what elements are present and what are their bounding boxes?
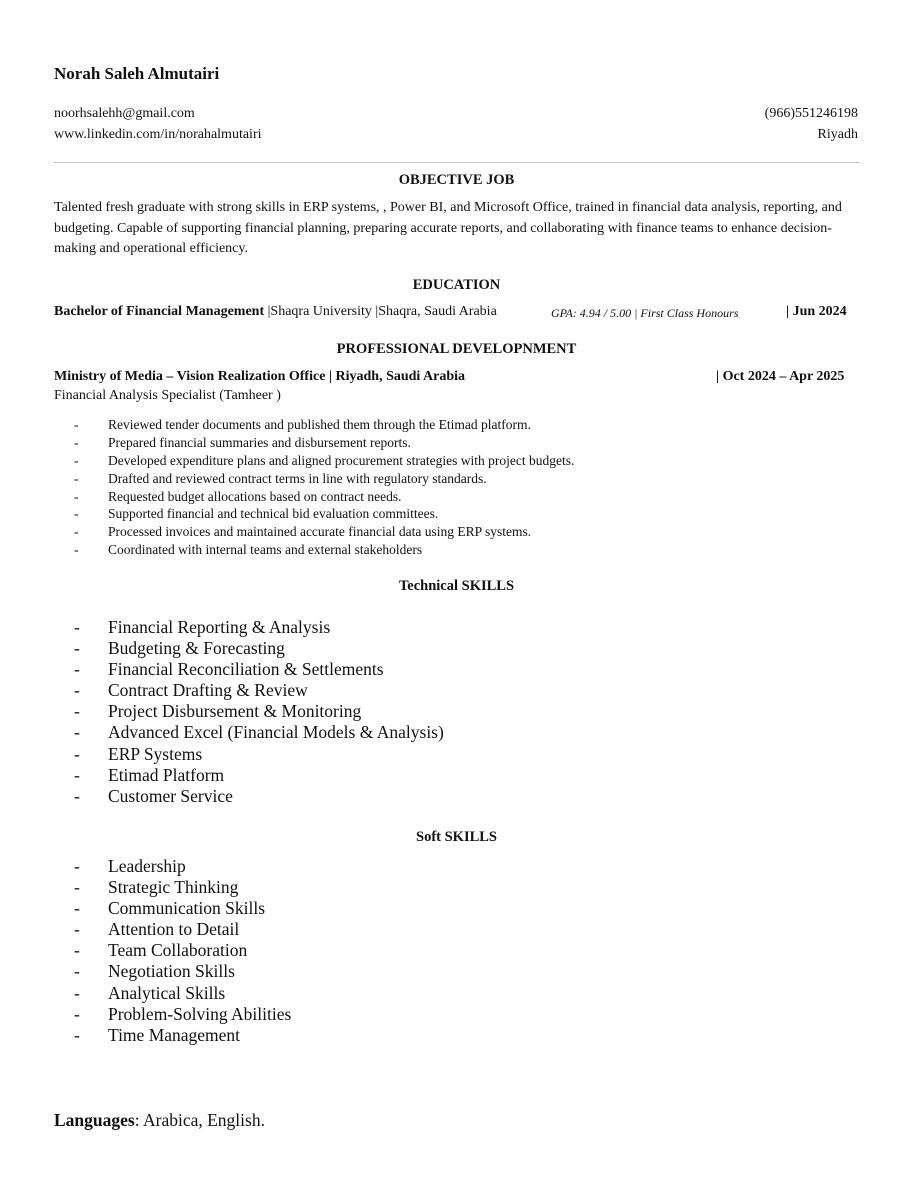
languages-label: Languages bbox=[54, 1110, 135, 1130]
candidate-name: Norah Saleh Almutairi bbox=[54, 64, 220, 83]
graduation-date: | Jun 2024 bbox=[786, 304, 847, 319]
city-text: Riyadh bbox=[817, 127, 858, 142]
education-heading: EDUCATION bbox=[412, 277, 501, 293]
languages-line bbox=[54, 1110, 265, 1131]
institution-text: |Shaqra University |Shaqra, Saudi Arabia bbox=[264, 304, 497, 319]
experience-role: Financial Analysis Specialist (Tamheer ) bbox=[54, 388, 281, 403]
phone-text: (966)551246198 bbox=[764, 106, 858, 121]
experience-org: Ministry of Media – Vision Realization Office | Riyadh, Saudi Arabia bbox=[54, 369, 466, 384]
degree-title: Bachelor of Financial Management bbox=[54, 304, 265, 319]
soft-skills-heading: Soft SKILLS bbox=[416, 829, 497, 845]
email-text: noorhsalehh@gmail.com bbox=[54, 106, 195, 121]
languages-value: : Arabica, English. bbox=[134, 1110, 265, 1130]
header-divider bbox=[53, 162, 860, 163]
objective-heading: OBJECTIVE JOB bbox=[398, 172, 515, 188]
objective-text: Talented fresh graduate with strong skills in ERP systems, , Power BI, and Microsoft Office, trained in financial data analysis, reporting, and budgeting. Capable of supporting financial planning, preparing accurate reports, and collaborating with finance teams to enhance decision-making and operational efficiency. bbox=[54, 200, 842, 256]
experience-dates: | Oct 2024 – Apr 2025 bbox=[716, 369, 845, 384]
linkedin-text: www.linkedin.com/in/norahalmutairi bbox=[54, 127, 262, 142]
technical-skills-heading: Technical SKILLS bbox=[398, 578, 515, 594]
education-line bbox=[54, 304, 497, 320]
experience-heading: PROFESSIONAL DEVELOPNMENT bbox=[336, 341, 577, 357]
gpa-text: GPA: 4.94 / 5.00 | First Class Honours bbox=[551, 306, 739, 320]
